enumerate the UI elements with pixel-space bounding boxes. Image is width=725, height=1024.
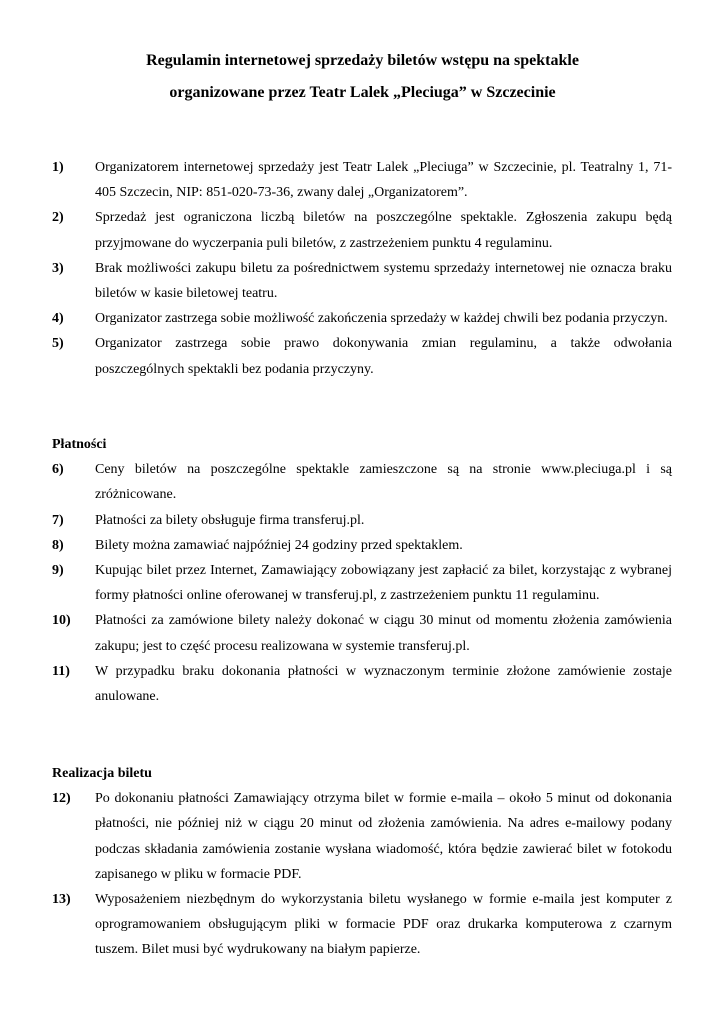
- list-item: [52, 659, 672, 709]
- section-heading-fulfillment: Realizacja biletu: [52, 766, 152, 781]
- list-item: [52, 533, 672, 558]
- item-text: Sprzedaż jest ograniczona liczbą biletów na poszczególne spektakle. Zgłoszenia zakupu będą przyjmowane do wyczerpania puli biletów, z zastrzeżeniem punktu 4 regulaminu.: [95, 210, 672, 251]
- item-number: 6): [52, 462, 64, 478]
- item-text: Organizatorem internetowej sprzedaży jest Teatr Lalek „Pleciuga” w Szczecinie, pl. Teatralny 1, 71-405 Szczecin, NIP: 851-020-73-36, zwany dalej „Organizatorem”.: [95, 160, 672, 201]
- item-number: 3): [52, 260, 64, 276]
- item-text: Ceny biletów na poszczególne spektakle zamieszczone są na stronie www.pleciuga.pl i są zróżnicowane.: [95, 462, 672, 503]
- item-text: Płatności za zamówione bilety należy dokonać w ciągu 30 minut od momentu złożenia zamówienia zakupu; jest to część procesu realizowana w systemie transferuj.pl.: [95, 613, 672, 654]
- list-item: [52, 155, 672, 205]
- list-item: [52, 786, 672, 887]
- list-item: [52, 306, 672, 331]
- item-text: Organizator zastrzega sobie prawo dokonywania zmian regulaminu, a także odwołania poszczególnych spektakli bez podania przyczyny.: [95, 336, 672, 377]
- list-item: [52, 205, 672, 255]
- item-number: 9): [52, 563, 64, 578]
- section-payments: [52, 432, 672, 709]
- item-text: W przypadku braku dokonania płatności w wyznaczonym terminie złożone zamówienie zostaje anulowane.: [95, 663, 672, 705]
- list-item: [52, 558, 672, 608]
- item-text: Kupując bilet przez Internet, Zamawiający zobowiązany jest zapłacić za bilet, korzystając z wybranej formy płatności online oferowanej w transferuj.pl, z zastrzeżeniem punktu 11 regulaminu.: [95, 563, 672, 604]
- list-item: [52, 887, 672, 963]
- item-number: 2): [52, 210, 64, 226]
- list-item: [52, 256, 672, 306]
- section-ticket-fulfillment: [52, 761, 672, 963]
- document-title-line-1: Regulamin internetowej sprzedaży biletów wstępu na spektakle: [146, 52, 579, 69]
- list-item: [52, 457, 672, 507]
- item-number: 1): [52, 160, 64, 175]
- item-number: 11): [52, 663, 70, 679]
- item-number: 10): [52, 613, 71, 629]
- list-item: [52, 608, 672, 658]
- item-number: 8): [52, 537, 64, 553]
- item-number: 13): [52, 892, 71, 907]
- item-number: 5): [52, 336, 64, 352]
- item-text: Płatności za bilety obsługuje firma transferuj.pl.: [95, 512, 365, 528]
- item-text: Wyposażeniem niezbędnym do wykorzystania biletu wysłanego w formie e-maila jest komputer z oprogramowaniem obsługującym pliki w formacie PDF oraz drukarka komputerowa z czarnym tuszem. Bilet musi być wydrukowany na białym papierze.: [95, 892, 672, 958]
- section-general: [52, 155, 672, 382]
- item-number: 4): [52, 311, 64, 327]
- item-number: 7): [52, 512, 64, 528]
- list-item: [52, 508, 672, 533]
- item-text: Brak możliwości zakupu biletu za pośrednictwem systemu sprzedaży internetowej nie oznacza braku biletów w kasie biletowej teatru.: [95, 260, 672, 302]
- item-text: Bilety można zamawiać najpóźniej 24 godziny przed spektaklem.: [95, 537, 463, 553]
- list-item: [52, 331, 672, 381]
- section-heading-payments: Płatności: [52, 437, 107, 452]
- item-number: 12): [52, 791, 71, 807]
- item-text: Po dokonaniu płatności Zamawiający otrzyma bilet w formie e-maila – około 5 minut od dokonania płatności, nie później niż w ciągu 20 minut od złożenia zamówienia. Na adres e-mailowy podany podczas składania zamówienia zostanie wysłana wiadomość, która będzie zawierać bilet w fotokodu zapisanego w pliku w formacie PDF.: [95, 791, 672, 882]
- item-text: Organizator zastrzega sobie możliwość zakończenia sprzedaży w każdej chwili bez podania przyczyn.: [95, 311, 668, 327]
- document-title-line-2: organizowane przez Teatr Lalek „Pleciuga” w Szczecinie: [169, 84, 556, 101]
